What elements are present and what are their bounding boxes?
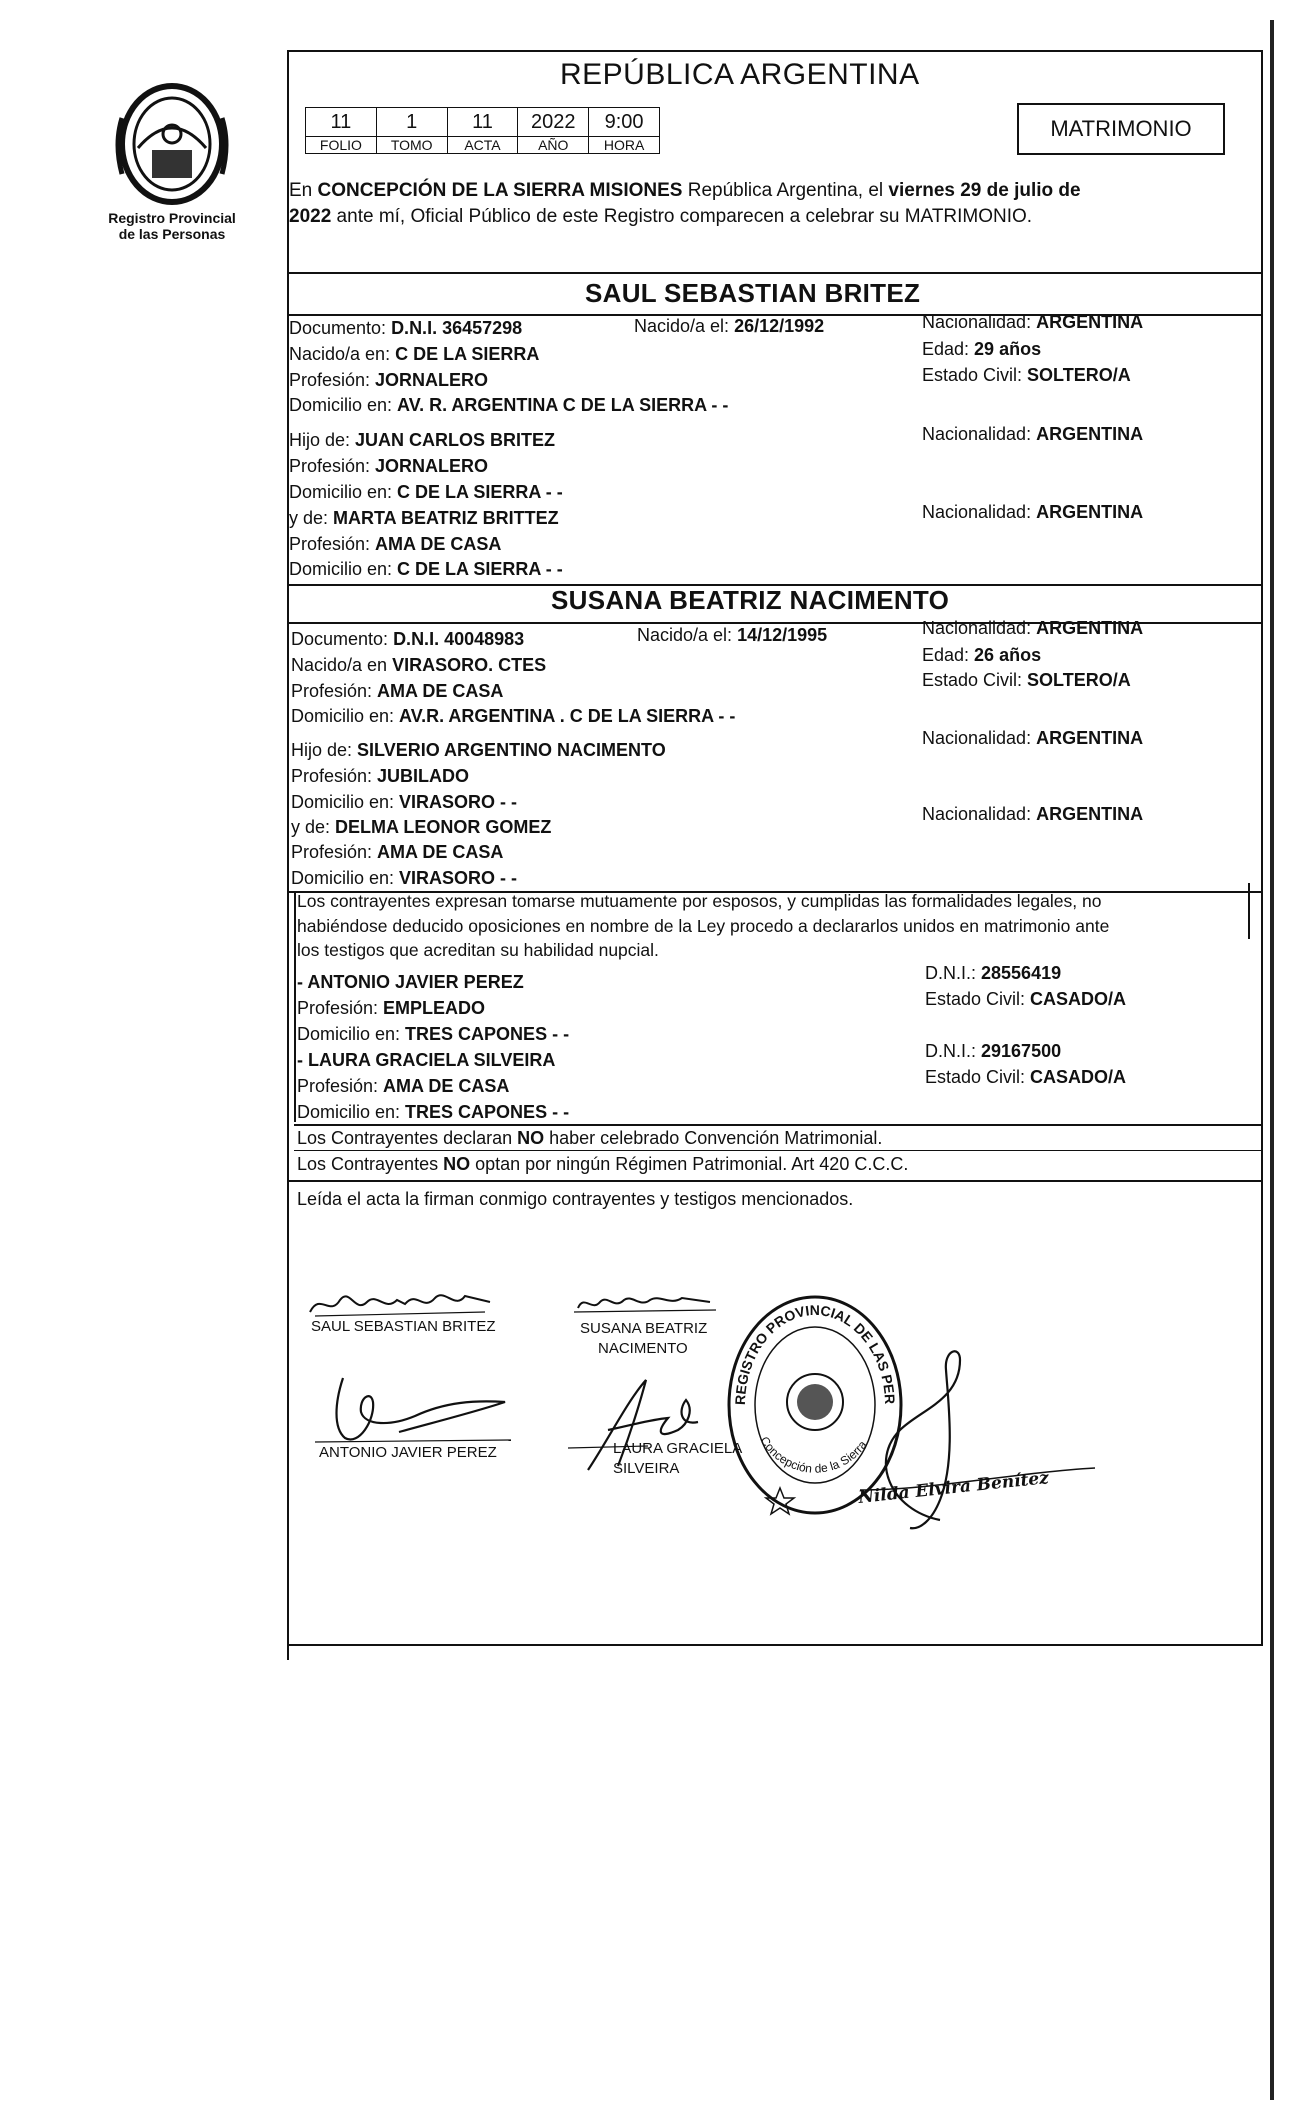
groom-father-profession: Profesión: JORNALERO <box>289 456 489 476</box>
witness-2-dni: D.N.I.: 29167500 <box>925 1041 1062 1061</box>
witness-1-profession: Profesión: EMPLEADO <box>297 998 486 1018</box>
bride-signature-label-1: SUSANA BEATRIZ <box>580 1320 708 1337</box>
witness-1-dni: D.N.I.: 28556419 <box>925 963 1062 983</box>
groom-father-nationality: Nacionalidad: ARGENTINA <box>922 424 1144 444</box>
bride-signature-icon <box>570 1286 720 1320</box>
bride-signature-label-2: NACIMENTO <box>598 1340 688 1357</box>
seal-text-bottom: Concepción de la Sierra <box>757 1433 870 1476</box>
declaration-line-1: Los contrayentes expresan tomarse mutuamente por esposos, y cumplidas las formalidades legales, no <box>297 891 1102 911</box>
groom-document: Documento: D.N.I. 36457298 <box>289 318 523 338</box>
groom-name: SAUL SEBASTIAN BRITEZ <box>585 278 921 308</box>
witness-1-civil-status: Estado Civil: CASADO/A <box>925 989 1127 1009</box>
witness-1-name: - ANTONIO JAVIER PEREZ <box>297 972 524 992</box>
convention-line-2: Los Contrayentes NO optan por ningún Régimen Patrimonial. Art 420 C.C.C. <box>297 1154 909 1174</box>
page-edge <box>1270 20 1274 2100</box>
bride-father: Hijo de: SILVERIO ARGENTINO NACIMENTO <box>291 740 666 760</box>
declaration-line-3: los testigos que acreditan su habilidad nupcial. <box>297 940 659 960</box>
groom-mother-address: Domicilio en: C DE LA SIERRA - - <box>289 559 563 579</box>
groom-age: Edad: 29 años <box>922 339 1042 359</box>
record-meta-table <box>305 107 660 154</box>
groom-birth-date: Nacido/a el: 26/12/1992 <box>634 316 825 336</box>
witness-2-profession: Profesión: AMA DE CASA <box>297 1076 510 1096</box>
bride-document: Documento: D.N.I. 40048983 <box>291 629 525 649</box>
bride-birth-date: Nacido/a el: 14/12/1995 <box>637 625 828 645</box>
intro-line-2: 2022 ante mí, Oficial Público de este Registro comparecen a celebrar su MATRIMONIO. <box>289 206 1033 227</box>
witness-1-address: Domicilio en: TRES CAPONES - - <box>297 1024 570 1044</box>
bride-profession: Profesión: AMA DE CASA <box>291 681 504 701</box>
bride-father-profession: Profesión: JUBILADO <box>291 766 470 786</box>
bride-civil-status: Estado Civil: SOLTERO/A <box>922 670 1131 690</box>
groom-profession: Profesión: JORNALERO <box>289 370 489 390</box>
folio-value: 11 <box>306 108 377 137</box>
document-title: REPÚBLICA ARGENTINA <box>560 58 920 91</box>
bride-mother-nationality: Nacionalidad: ARGENTINA <box>922 804 1144 824</box>
folio-label: FOLIO <box>306 137 377 154</box>
bride-name: SUSANA BEATRIZ NACIMENTO <box>551 585 950 615</box>
bride-mother: y de: DELMA LEONOR GOMEZ <box>291 817 552 837</box>
bride-age: Edad: 26 años <box>922 645 1042 665</box>
groom-father-address: Domicilio en: C DE LA SIERRA - - <box>289 482 563 502</box>
witness-1-signature-icon <box>315 1372 515 1448</box>
year-label: AÑO <box>518 137 589 154</box>
seal-text: REGISTRO PROVINCIAL DE LAS PERSONAS <box>714 1277 899 1406</box>
groom-mother: y de: MARTA BEATRIZ BRITTEZ <box>289 508 559 528</box>
divider <box>287 1180 1263 1182</box>
bride-mother-profession: Profesión: AMA DE CASA <box>291 842 504 862</box>
acta-label: ACTA <box>447 137 518 154</box>
year-value: 2022 <box>518 108 589 137</box>
groom-signature-label: SAUL SEBASTIAN BRITEZ <box>311 1318 496 1335</box>
witness-2-name: - LAURA GRACIELA SILVEIRA <box>297 1050 556 1070</box>
groom-nationality: Nacionalidad: ARGENTINA <box>922 312 1144 332</box>
convention-line-1: Los Contrayentes declaran NO haber celebrado Convención Matrimonial. <box>297 1128 883 1148</box>
groom-birthplace: Nacido/a en: C DE LA SIERRA <box>289 344 540 364</box>
divider <box>294 1150 1263 1151</box>
divider <box>287 272 1263 274</box>
bride-father-nationality: Nacionalidad: ARGENTINA <box>922 728 1144 748</box>
acta-value: 11 <box>447 108 518 137</box>
section-left-rule <box>294 891 296 1122</box>
hour-label: HORA <box>589 137 660 154</box>
hour-value: 9:00 <box>589 108 660 137</box>
groom-father: Hijo de: JUAN CARLOS BRITEZ <box>289 430 556 450</box>
bride-birthplace: Nacido/a en VIRASORO. CTES <box>291 655 547 675</box>
frame-tick <box>287 1646 289 1660</box>
groom-signature-icon <box>305 1282 495 1322</box>
witness-1-signature-label: ANTONIO JAVIER PEREZ <box>319 1444 497 1461</box>
witness-2-signature-label-2: SILVEIRA <box>613 1460 680 1477</box>
groom-civil-status: Estado Civil: SOLTERO/A <box>922 365 1131 385</box>
witness-2-signature-label-1: LAURA GRACIELA <box>613 1440 743 1457</box>
tomo-value: 1 <box>376 108 447 137</box>
registry-label: Registro Provincial de las Personas <box>108 210 236 242</box>
section-right-rule <box>1248 883 1250 939</box>
intro-line-1: En CONCEPCIÓN DE LA SIERRA MISIONES República Argentina, el viernes 29 de julio de <box>289 180 1081 201</box>
bride-father-address: Domicilio en: VIRASORO - - <box>291 792 518 812</box>
officer-signature-icon <box>820 1340 1100 1540</box>
declaration-line-2: habiéndose deducido oposiciones en nombre de la Ley procedo a declararlos unidos en matrimonio ante <box>297 916 1110 936</box>
bride-address: Domicilio en: AV.R. ARGENTINA . C DE LA SIERRA - - <box>291 706 736 726</box>
tomo-label: TOMO <box>376 137 447 154</box>
registry-emblem-icon <box>108 78 236 206</box>
bride-nationality: Nacionalidad: ARGENTINA <box>922 618 1144 638</box>
officer-signature-name: Nilda Elvira Benítez <box>857 1468 1050 1508</box>
groom-mother-profession: Profesión: AMA DE CASA <box>289 534 502 554</box>
closing-text: Leída el acta la firman conmigo contrayentes y testigos mencionados. <box>297 1189 854 1209</box>
record-type-box: MATRIMONIO <box>1017 103 1225 155</box>
witness-2-address: Domicilio en: TRES CAPONES - - <box>297 1102 570 1122</box>
witness-2-civil-status: Estado Civil: CASADO/A <box>925 1067 1127 1087</box>
groom-mother-nationality: Nacionalidad: ARGENTINA <box>922 502 1144 522</box>
bride-mother-address: Domicilio en: VIRASORO - - <box>291 868 518 888</box>
groom-address: Domicilio en: AV. R. ARGENTINA C DE LA SIERRA - - <box>289 395 729 415</box>
